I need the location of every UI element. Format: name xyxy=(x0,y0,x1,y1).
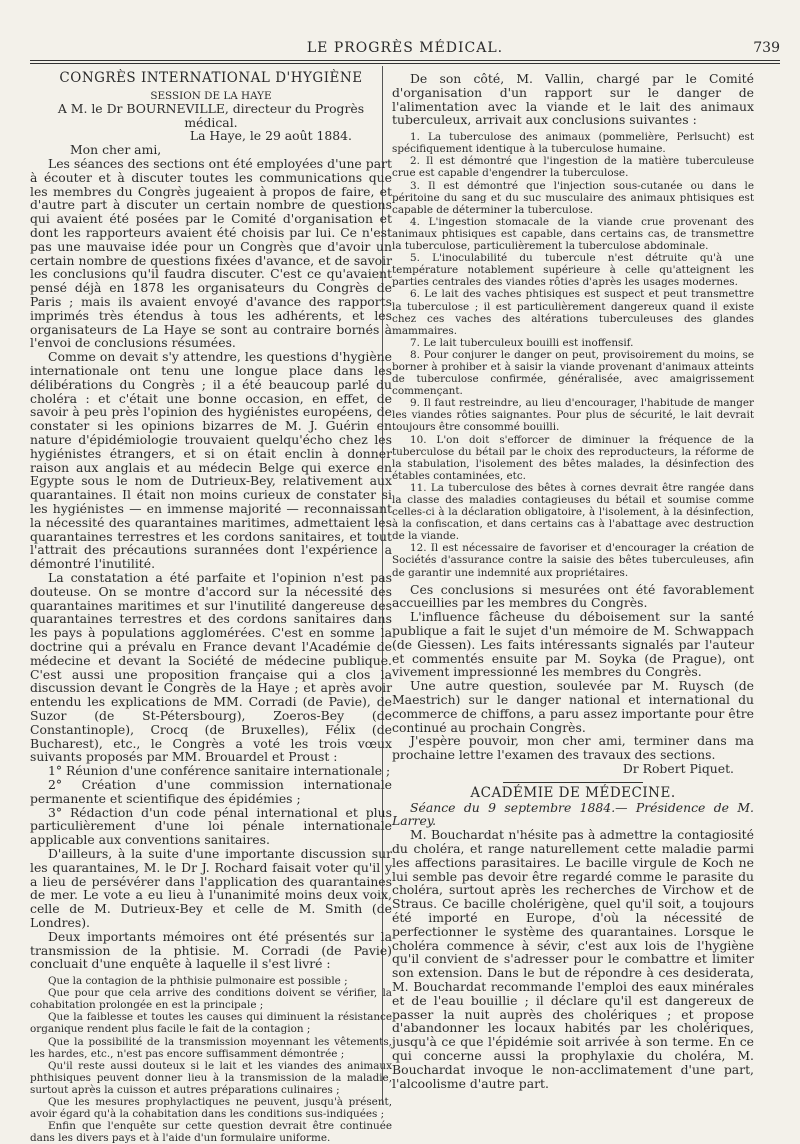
page-header xyxy=(30,40,780,60)
paragraph: Ces conclusions si mesurées ont été favorablement accueillies par les membres du Congrès. xyxy=(392,581,754,611)
seance-line: Séance du 9 septembre 1884.— Présidence de M. Larrey. xyxy=(392,799,754,829)
academy-title: ACADÉMIE DE MÉDECINE. xyxy=(470,784,676,801)
conclusion-item: Que la contagion de la phthisie pulmonaire est possible ; xyxy=(48,975,348,988)
conclusion-item: Enfin que l'enquête sur cette question devrait être continuée dans les divers pays et à l'aide d'un formulaire uniforme. xyxy=(30,1120,392,1144)
left-column xyxy=(30,72,392,1144)
conclusion-item: 3. Il est démontré que l'injection sous-cutanée ou dans le péritoine du sang et du suc musculaire des animaux phtisiques est capable de déterminer la tuberculose. xyxy=(392,179,754,216)
header-rule-double xyxy=(30,63,780,64)
conclusion-item: Que la faiblesse et toutes les causes qui diminuent la résistance organique rendent plus facile le fait de la contagion ; xyxy=(30,1011,392,1036)
paragraph: De son côté, M. Vallin, chargé par le Comité d'organisation d'un rapport sur le danger de l'alimentation avec la viande et le lait des animaux tuberculeux, arrivait aux conclusions suivantes : xyxy=(392,71,754,128)
conclusion-item: Que pour que cela arrive des conditions doivent se vérifier, la cohabitation prolongée en est la principale ; xyxy=(30,987,392,1012)
paragraph: Deux importants mémoires ont été présentés sur la transmission de la phtisie. M. Corradi (de Pavie) concluait d'une enquête à laquelle il s'est livré : xyxy=(30,928,392,972)
conclusion-item: 8. Pour conjurer le danger on peut, provisoirement du moins, se borner à prohiber et à saisir la viande provenant d'animaux atteints de tuberculose confirmée, généralisée, avec amaigrissement commençant. xyxy=(392,348,754,398)
conclusion-item: 2. Il est démontré que l'ingestion de la matière tuberculeuse crue est capable d'engendrer la tuberculose. xyxy=(392,155,754,180)
vallin-conclusions xyxy=(392,131,754,578)
conclusion-item: Que les mesures prophylactiques ne peuvent, jusqu'à présent, avoir égard qu'à la cohabitation dans les conditions sus-indiquées ; xyxy=(30,1096,392,1121)
conclusion-item: Qu'il reste aussi douteux si le lait et les viandes des animaux phthisiques peuvent donner lieu à la transmission de la maladie, surtout après la cuisson et autres préparations culinaires ; xyxy=(30,1059,392,1096)
page-number: 739 xyxy=(753,40,780,56)
conclusion-item: 6. Le lait des vaches phtisiques est suspect et peut transmettre la tuberculose ; il est particulièrement dangereux quand il existe chez ces vaches des altérations tuberculeuses des glandes mammaires. xyxy=(392,288,754,337)
addressee: A M. le Dr BOURNEVILLE, directeur du Progrès médical. xyxy=(57,100,365,130)
paragraph: J'espère pouvoir, mon cher ami, terminer dans ma prochaine lettre l'examen des travaux des sections. xyxy=(392,733,754,763)
session-subtitle: SESSION DE LA HAYE xyxy=(150,89,272,102)
conclusion-item: 5. L'inoculabilité du tubercule n'est détruite qu'à une température notablement supérieure à celle qu'atteignent les parties centrales des viandes rôties d'après les usages modernes. xyxy=(392,252,754,289)
conclusion-item: 12. Il est nécessaire de favoriser et d'encourager la création de Sociétés d'assurance contre la saisie des bêtes tuberculeuses, afin de garantir une indemnité aux propriétaires. xyxy=(392,542,754,579)
conclusion-item: 11. La tuberculose des bêtes à cornes devrait être rangée dans la classe des maladies contagieuses du bétail et soumise comme celles-ci à la déclaration obligatoire, à l'isolement, à la désinfection, à la confiscation, et dans certains cas à l'abattage avec destruction de la viande. xyxy=(392,481,754,543)
conclusion-item: 4. L'ingestion stomacale de la viande crue provenant des animaux phtisiques est capable, dans certains cas, de transmettre la tuberculose, particulièrement la tuberculose abdominale. xyxy=(392,215,754,253)
journal-title: LE PROGRÈS MÉDICAL. xyxy=(306,40,504,56)
section-rule xyxy=(503,782,643,783)
paragraph: Une autre question, soulevée par M. Ruysch (de Maestrich) sur le danger national et international du commerce de chiffons, a paru assez importante pour être continué au prochain Congrès. xyxy=(392,678,754,735)
header-rule xyxy=(30,60,780,61)
dateline: La Haye, le 29 août 1884. xyxy=(189,128,352,144)
vote-item: 2° Création d'une commission internationale permanente et scientifique des épidémies ; xyxy=(30,776,392,806)
right-column xyxy=(392,72,754,1090)
paragraph: L'influence fâcheuse du déboisement sur la santé publique a fait le sujet d'un mémoire de M. Schwappach (de Giessen). Les faits intéressants signalés par l'auteur et commentés ensuite par M. Soyka (de Prague), ont vivement impressionné les membres du Congrès. xyxy=(392,609,754,680)
paragraph: D'ailleurs, à la suite d'une importante discussion sur les quarantaines, M. le Dr J. Rochard faisait voter qu'il y a lieu de persévérer dans l'application des quarantaines de mer. Le vote a eu lieu à l'unanimité moins deux voix, celle de M. Dutrieux-Bey et celle de M. Smith (de Londres). xyxy=(30,845,392,930)
conclusion-item: 7. Le lait tuberculeux bouilli est inoffensif. xyxy=(410,336,634,349)
conclusion-item: 1. La tuberculose des animaux (pommelière, Perlsucht) est spécifiquement identique à la tuberculose humaine. xyxy=(392,131,754,156)
paragraph: M. Bouchardat n'hésite pas à admettre la contagiosité du choléra, et range naturellement cette maladie parmi les affections parasitaires. Le bacille virgule de Koch ne lui semble pas devoir être regardé comme le parasite du choléra, surtout après les recherches de Virchow et de Straus. Ce bacille cholérigène, quel qu'il soit, a toujours été importé en Europe, d'où la nécessité de perfectionner le système des quarantaines. Lorsque le choléra commence à sévir, c'est aux lois de l'hygiène qu'il convient de s'adresser pour le combattre et limiter son extension. Dans le but de répondre à ces desiderata, M. Bouchardat recommande l'emploi des eaux minérales et de l'eau bouillie ; il déclare qu'il est dangereux de passer la nuit auprès des cholériques ; et propose d'abandonner les locaux habités par les cholériques, jusqu'à ce que l'épidémie soit arrivée à son terme. En ce qui concerne aussi la prophylaxie du choléra, M. Bouchardat invoque le non-acclimatement d'une part, l'alcoolisme d'autre part. xyxy=(392,827,754,1091)
paragraph: Comme on devait s'y attendre, les questions d'hygiène internationale ont tenu une longue place dans les délibérations du Congrès ; il a été beaucoup parlé du choléra : et c'était une bonne occasion, en effet, de savoir à peu près l'opinion des hygiénistes européens, de constater si les opinions bizarres de M. J. Guérin en nature d'épidémiologie trouvaient quelqu'écho chez les hygiénistes étrangers, et si on était enclin à donner raison aux anglais et au médecin Belge qui exerce en Egypte sous le nom de Dutrieux-Bey, relativement aux quarantaines. Il était non moins curieux de constater si les hygiénistes — en immense majorité — reconnaissant la nécessité des quarantaines maritimes, admettaient les quarantaines terrestres et les cordons sanitaires, et tout l'attrait des précautions surannées dont l'expérience a démontré l'inutilité. xyxy=(30,349,392,572)
conclusions-list xyxy=(30,975,392,1144)
section-title: CONGRÈS INTERNATIONAL D'HYGIÈNE xyxy=(59,70,363,86)
conclusion-item: 9. Il faut restreindre, au lieu d'encourager, l'habitude de manger les viandes rôties saignantes. Pour plus de sécurité, le lait devrait toujours être consommé bouilli. xyxy=(392,397,754,434)
conclusion-item: 10. L'on doit s'efforcer de diminuer la fréquence de la tuberculose du bétail par le choix des reproducteurs, la réforme de la stabulation, l'isolement des bêtes malades, la désinfection des étables contaminées, etc. xyxy=(392,433,754,482)
paragraph: La constatation a été parfaite et l'opinion n'est pas douteuse. On se montre d'accord sur la nécessité des quarantaines maritimes et sur l'inutilité dangereuse des quarantaines terrestres et des cordons sanitaires dans les pays à populations agglomérées. C'est en somme la doctrine qui a prévalu en France devant l'Académie de médecine et devant la Société de médecine publique. C'est aussi une proposition française qui a clos la discussion devant le Congrès de la Haye ; et après avoir entendu les explications de MM. Corradi (de Pavie), de Suzor (de St-Pétersbourg), Zoeros-Bey (de Constantinople), Crocq (de Bruxelles), Félix (de Bucharest), etc., le Congrès a voté les trois vœux suivants proposés par MM. Brouardel et Proust : xyxy=(30,569,392,765)
vote-item: 1° Réunion d'une conférence sanitaire internationale ; xyxy=(48,763,391,779)
signature: Dr Robert Piquet. xyxy=(622,761,734,777)
conclusion-item: Que la possibilité de la transmission moyennant les vêtements, les hardes, etc., n'est pas encore suffisamment démontrée ; xyxy=(30,1035,392,1060)
vote-item: 3° Rédaction d'un code pénal international et plus particulièrement d'une loi pénale internationale applicable aux conventions sanitaires. xyxy=(30,804,392,848)
salutation: Mon cher ami, xyxy=(70,142,162,158)
paragraph: Les séances des sections ont été employées d'une part à écouter et à discuter toutes les communications que les membres du Congrès jugeaient à propos de faire, et d'autre part à discuter un certain nombre de questions qui avaient été posées par le Comité d'organisation et dont les rapporteurs avaient été choisis par lui. Ce n'est pas une mauvaise idée pour un Congrès que d'avoir un certain nombre de questions fixées d'avance, et de savoir les conclusions qu'il faudra discuter. C'est ce qu'avaient pensé déjà en 1878 les organisateurs du Congrès de Paris ; mais ils avaient envoyé d'avance des rapports imprimés très étendus à tous les adhérents, et les organisateurs de La Haye se sont au contraire bornés à l'envoi de conclusions résumées. xyxy=(30,156,392,351)
